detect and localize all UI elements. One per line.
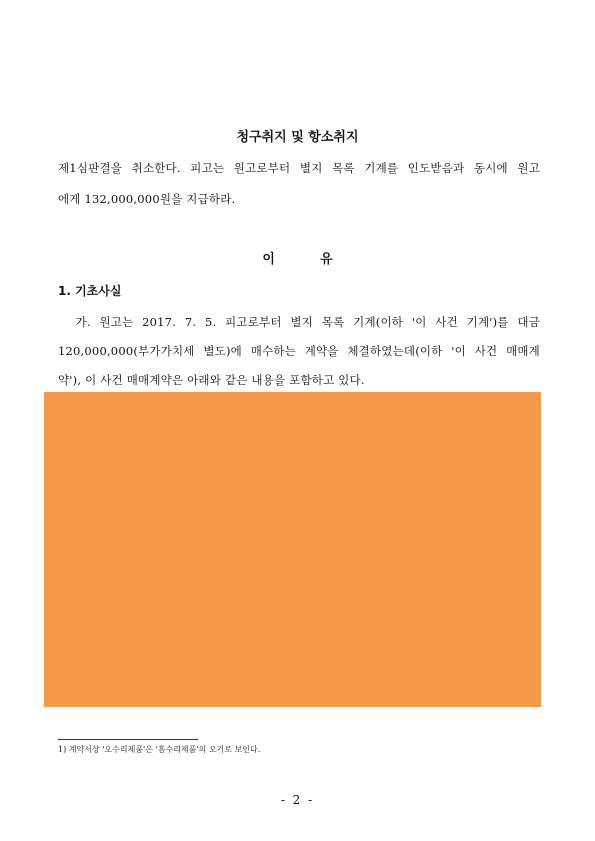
redaction-block bbox=[44, 392, 541, 707]
claims-line-2: 에게 132,000,000원을 지급하라. bbox=[58, 192, 236, 206]
footnote-rule bbox=[58, 739, 198, 740]
claims-heading: 청구취지 및 항소취지 bbox=[236, 130, 359, 145]
footnote: 1) 계약서상 '오수리제품'은 '흠수리제품'의 오기로 보인다. bbox=[58, 745, 261, 754]
page-number: - 2 - bbox=[280, 793, 315, 807]
reasons-line-3: 약'), 이 사건 매매계약은 아래와 같은 내용을 포함하고 있다. bbox=[58, 373, 365, 387]
subsection-title: 1. 기초사실 bbox=[58, 284, 122, 298]
reasons-line-2: 120,000,000(부가가치세 별도)에 매수하는 계약을 체결하였는데(이하 '이 사건 매매계 bbox=[58, 344, 540, 358]
reasons-line-1: 가. 원고는 2017. 7. 5. 피고로부터 별지 목록 기계(이하 '이 사건 기계')를 대금 bbox=[58, 315, 540, 329]
reasons-heading: 이 유 bbox=[262, 252, 333, 267]
claims-line-1: 제1심판결을 취소한다. 피고는 원고로부터 별지 목록 기계를 인도받음과 동시에 원고 bbox=[58, 161, 540, 175]
